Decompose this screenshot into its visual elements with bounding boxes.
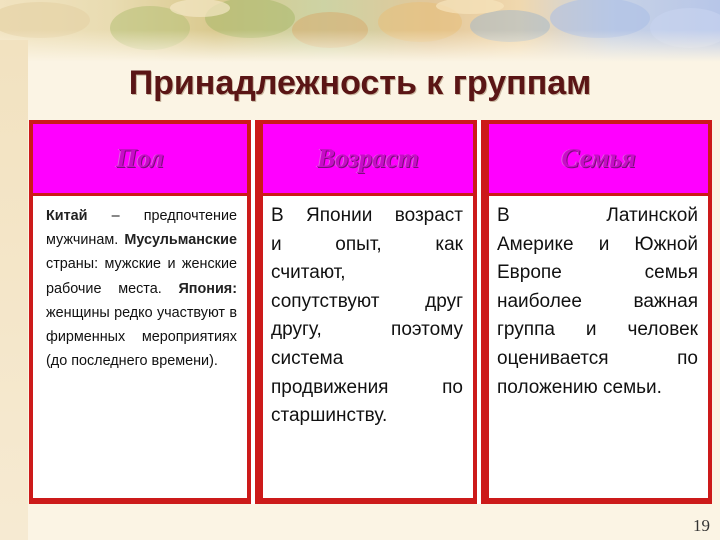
header-age: Возраст [263,124,473,193]
page-number: 19 [693,516,710,535]
cell-age [263,196,473,498]
cell-gender [33,196,247,498]
china-text: – предпочтение мужчинам. [46,208,237,249]
slide-title: Принадлежность к группам [128,64,592,102]
age-line: В Японии возраст [271,205,463,226]
age-line: старшинству. [271,405,388,427]
japan-label: Япония: [178,280,237,297]
china-label: Китай [46,208,88,224]
family-line: наиболее важная [497,290,698,312]
age-line: считают, [271,262,346,284]
age-line: и опыт, как [271,233,463,255]
header-family: Семья [489,124,708,193]
family-line: Америке и Южной [497,233,698,255]
family-line: В Латинской [497,205,698,226]
family-line: Европе семья [497,262,698,284]
family-line: положению семьи. [497,376,662,398]
age-line: продвижения по [271,376,463,398]
family-line: группа и человек [497,319,698,341]
age-line: система [271,347,344,369]
left-decorative-stripe [0,40,28,540]
column-divider [251,120,255,504]
age-line: сопутствуют друг [271,290,463,312]
age-line: другу, поэтому [271,319,463,341]
family-line: оценивается по [497,347,698,369]
header-gender: Пол [33,124,247,193]
muslim-label: Мусульманские [124,232,237,249]
decorative-banner [0,0,720,62]
muslim-text: страны: мужские и женские рабочие места. [46,256,237,297]
cell-family [489,196,708,498]
column-divider [477,120,481,504]
groups-table [29,120,712,504]
japan-text: женщины редко участвуют в фирменных мероприятиях (до последнего времени). [46,304,237,370]
